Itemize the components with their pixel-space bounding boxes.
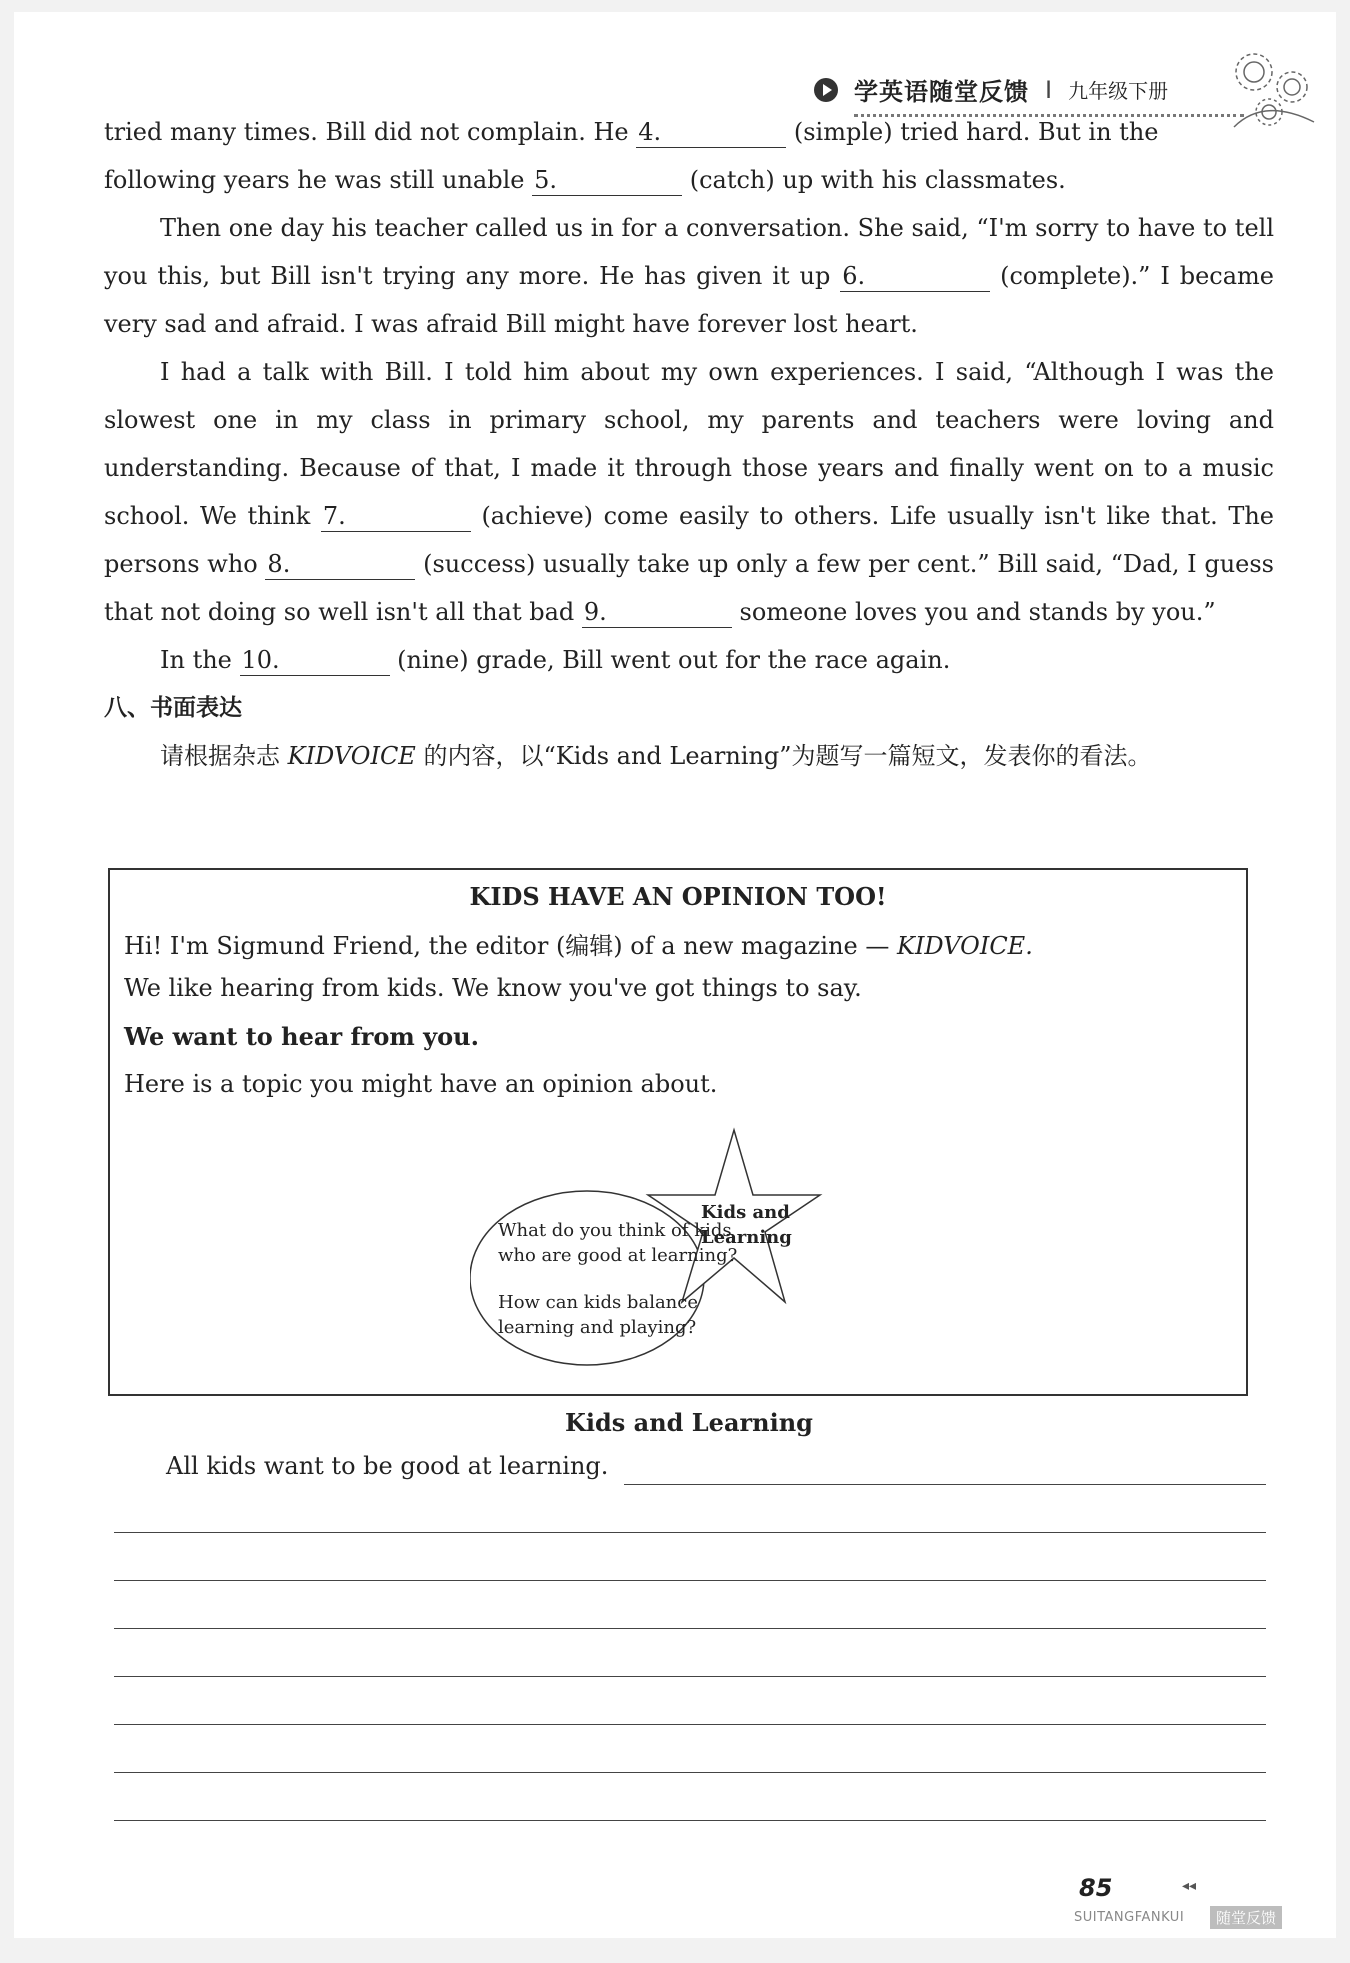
blank-4[interactable] [636, 117, 786, 148]
writing-first-sentence: All kids want to be good at learning. [166, 1452, 609, 1480]
writing-line[interactable] [114, 1532, 1266, 1533]
blank-9[interactable] [582, 597, 732, 628]
ellipse-text: who are good at learning? [498, 1245, 738, 1266]
blank-number: 8. [267, 550, 291, 578]
instruction-text: 请根据杂志 [160, 742, 288, 770]
blank-7[interactable] [321, 501, 471, 532]
page-number: 85 [1079, 1874, 1113, 1902]
passage-text: (catch) up with his classmates. [682, 166, 1066, 194]
blank-number: 6. [842, 262, 866, 290]
passage-text: tried many times. Bill did not complain. He [104, 118, 637, 146]
star-text: Kids and [701, 1202, 790, 1223]
page [14, 12, 1336, 1938]
section-8-instruction [104, 732, 1274, 780]
play-icon [814, 78, 838, 102]
passage-text: I had a talk with Bill. I told him about my own experiences. I said, “Although I was the slowest one in my class in primary school, my parents and teachers were loving and understanding. Because of that, I made it through those years and finally went on to a music school. We think [104, 358, 1274, 530]
blank-number: 10. [241, 646, 280, 674]
passage-text: Then one day his teacher called us in for a conversation. She said, “I'm sorry to have to tell you this, but Bill isn't trying any more. He has given it up [104, 214, 1274, 290]
blank-number: 4. [638, 118, 662, 146]
header-brand: 学英语随堂反馈 [854, 78, 1029, 106]
passage-text: In the [160, 646, 240, 674]
passage-text: (success) usually take up only a few per cent.” Bill said, “Dad, I guess that not doing so well isn't all that bad [104, 550, 1274, 626]
blank-number: 7. [322, 502, 346, 530]
star-text: Learning [701, 1227, 792, 1248]
passage-text: someone loves you and stands by you.” [731, 598, 1216, 626]
magazine-name: KIDVOICE [287, 742, 416, 770]
passage-paragraph-3 [104, 348, 1274, 636]
box-line-2: We like hearing from kids. We know you've got things to say. [124, 974, 862, 1002]
box-line-1 [124, 926, 1033, 961]
writing-line[interactable] [114, 1580, 1266, 1581]
footer-brand: SUITANGFANKUI [1074, 1910, 1185, 1925]
box-line-3: We want to hear from you. [124, 1022, 479, 1051]
ellipse-text: How can kids balance [498, 1292, 699, 1313]
star-label [701, 1200, 792, 1250]
passage [104, 108, 1274, 780]
box-title: KIDS HAVE AN OPINION TOO! [469, 882, 887, 911]
passage-text: (complete).” I became very sad and afraid. I was afraid Bill might have forever lost heart. [104, 262, 1274, 338]
header-grade: 九年级下册 [1068, 79, 1169, 103]
page-header [814, 72, 1168, 107]
box-line-4: Here is a topic you might have an opinion about. [124, 1070, 718, 1098]
writing-line[interactable] [114, 1772, 1266, 1773]
arrow-left-icon: ◂◂ [1182, 1878, 1197, 1894]
blank-10[interactable] [240, 645, 390, 676]
writing-line[interactable] [114, 1820, 1266, 1821]
writing-title: Kids and Learning [565, 1408, 813, 1437]
blank-number: 9. [583, 598, 607, 626]
section-8-title: 八、书面表达 [104, 695, 242, 721]
magazine-name: KIDVOICE. [897, 932, 1033, 960]
box-text: Hi! I'm Sigmund Friend, the editor (编辑) of a new magazine — [124, 932, 898, 960]
passage-line-2 [104, 156, 1274, 204]
passage-text: (simple) tried hard. But in the [786, 118, 1159, 146]
passage-text: following years he was still unable [104, 166, 533, 194]
topic-diagram [470, 1120, 910, 1384]
passage-text: (nine) grade, Bill went out for the race again. [389, 646, 951, 674]
writing-line[interactable] [114, 1724, 1266, 1725]
passage-text: (achieve) come easily to others. Life usually isn't like that. The persons who [104, 502, 1274, 578]
footer-tag: 随堂反馈 [1210, 1906, 1282, 1929]
writing-line[interactable] [114, 1628, 1266, 1629]
passage-paragraph-4 [104, 636, 1274, 684]
writing-line[interactable] [624, 1484, 1266, 1485]
blank-6[interactable] [840, 261, 990, 292]
ellipse-question-2 [498, 1290, 698, 1340]
passage-line-1 [104, 108, 1274, 156]
writing-line[interactable] [114, 1676, 1266, 1677]
blank-number: 5. [534, 166, 557, 194]
header-separator: I [1045, 75, 1053, 104]
ellipse-text: learning and playing? [498, 1317, 697, 1338]
instruction-text: 的内容，以“Kids and Learning”为题写一篇短文，发表你的看法。 [415, 742, 1152, 770]
ellipse-text: What do you think of kids [498, 1220, 732, 1241]
blank-8[interactable] [265, 549, 415, 580]
magazine-box [108, 868, 1248, 1396]
blank-5[interactable] [532, 165, 682, 196]
passage-paragraph-2 [104, 204, 1274, 348]
